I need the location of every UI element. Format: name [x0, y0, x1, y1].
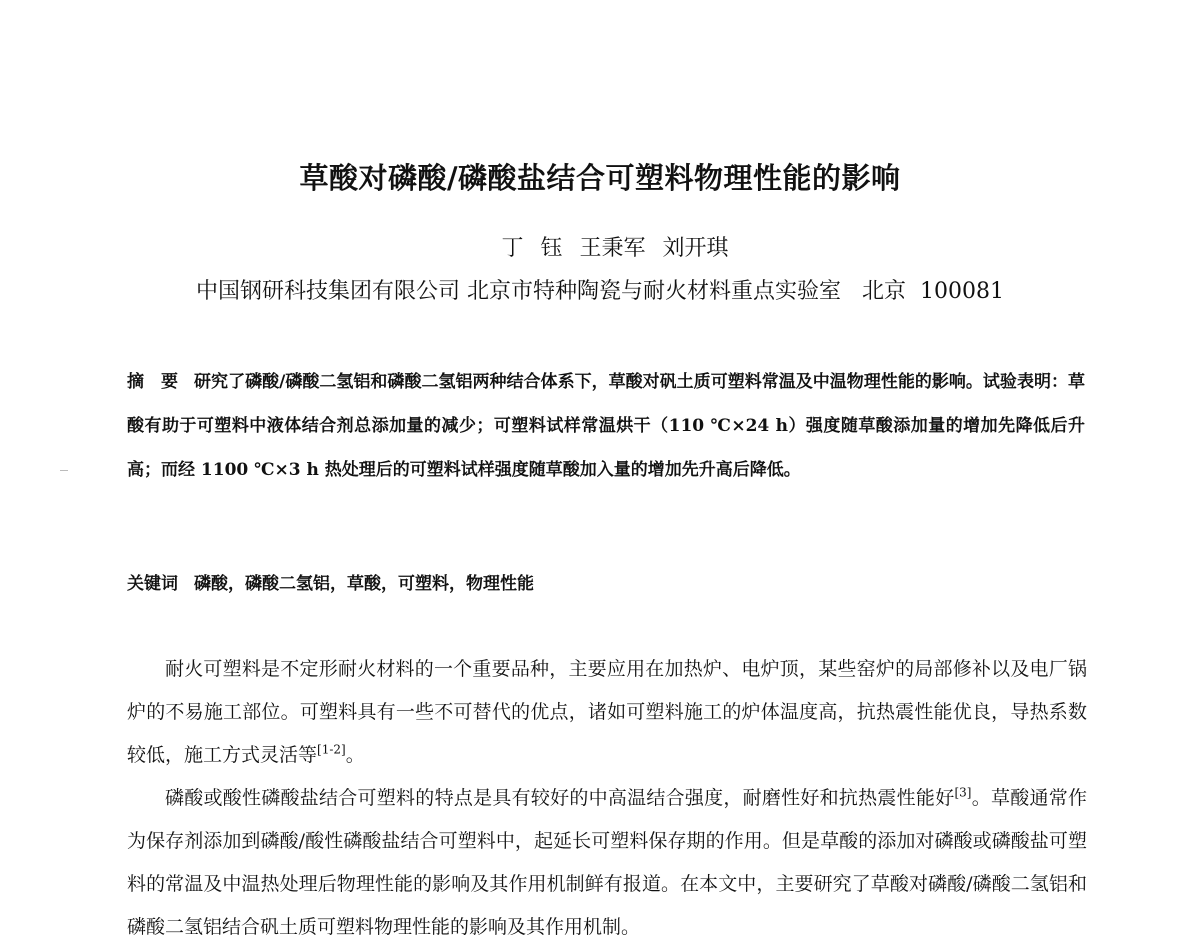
scan-artifact: [60, 470, 68, 471]
author-list: 丁 钰 王秉军 刘开琪: [501, 236, 729, 261]
paragraph-text: 磷酸或酸性磷酸盐结合可塑料的特点是具有较好的中高温结合强度，耐磨性好和抗热震性能好: [165, 787, 955, 809]
citation-ref: [3]: [954, 785, 972, 800]
abstract-label: 摘 要: [127, 372, 179, 392]
paragraph-tail: 。草酸通常作为保存剂添加到磷酸/酸性磷酸盐结合可塑料中，起延长可塑料保存期的作用。但是草酸的添加对磷酸或磷酸盐可塑料的常温及中温热处理后物理性能的影响及其作用机制鲜有报道。在本文中，主要研究了草酸对磷酸/磷酸二氢铝和磷酸二氢铝结合矾土质可塑料物理性能的影响及其作用机制。: [127, 787, 1087, 938]
body-text: [127, 648, 1087, 949]
affiliation-postcode: 100081: [920, 279, 1004, 304]
paragraph-1: [127, 648, 1087, 777]
abstract: [127, 360, 1085, 492]
keywords-text: 磷酸，磷酸二氢铝，草酸，可塑料，物理性能: [194, 574, 534, 594]
abstract-text: 研究了磷酸/磷酸二氢铝和磷酸二氢铝两种结合体系下，草酸对矾土质可塑料常温及中温物理性能的影响。试验表明：草酸有助于可塑料中液体结合剂总添加量的减少；可塑料试样常温烘干（110 ℃×24 h）强度随草酸添加量的增加先降低后升高；而经 1100 ℃×3 h 热处理后的可塑料试样强度随草酸加入量的增加先升高后降低。: [127, 372, 1085, 480]
affiliation-org: 中国钢研科技集团有限公司 北京市特种陶瓷与耐火材料重点实验室: [196, 279, 841, 304]
paragraph-tail: 。: [345, 744, 365, 766]
keywords: [127, 564, 1085, 604]
affiliation: [0, 276, 1200, 308]
paragraph-text: 耐火可塑料是不定形耐火材料的一个重要品种，主要应用在加热炉、电炉顶，某些窑炉的局部修补以及电厂锅炉的不易施工部位。可塑料具有一些不可替代的优点，诸如可塑料施工的炉体温度高，抗热震性能优良，导热系数较低，施工方式灵活等: [127, 658, 1087, 766]
paragraph-2: [127, 777, 1087, 949]
keywords-label: 关键词: [127, 574, 178, 594]
affiliation-city: 北京: [861, 279, 906, 304]
citation-ref: [1-2]: [317, 742, 346, 757]
paper-title: 草酸对磷酸/磷酸盐结合可塑料物理性能的影响: [299, 161, 901, 195]
